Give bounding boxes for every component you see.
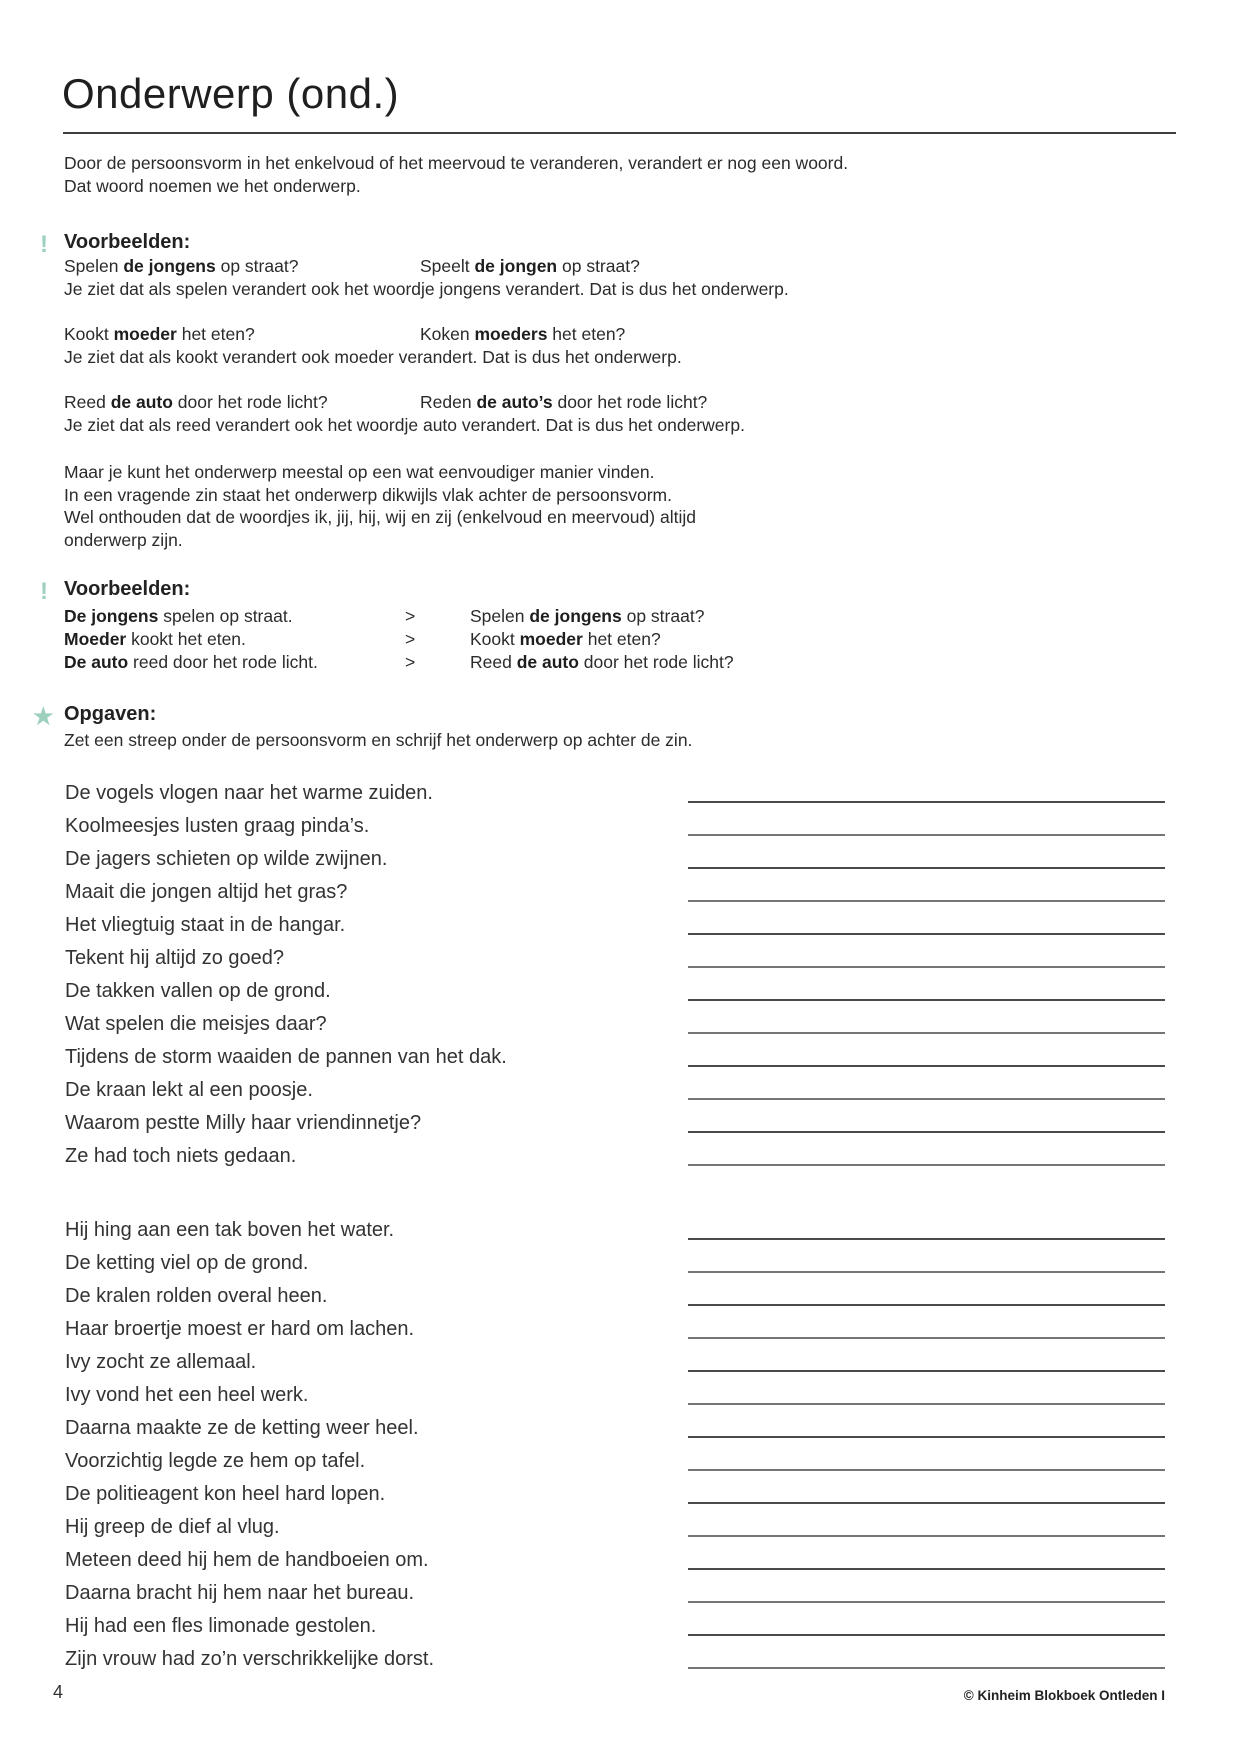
- answer-blank-line[interactable]: [688, 1436, 1165, 1438]
- exercise-row: [0, 1250, 1240, 1283]
- subject-bold: de jongen: [474, 256, 558, 276]
- question: Reed de auto door het rode licht?: [470, 652, 734, 672]
- examples2-rows: [64, 606, 1164, 675]
- exercise-row: [0, 846, 1240, 879]
- example-explanation: Je ziet dat als reed verandert ook het woordje auto verandert. Dat is dus het onderwerp.: [64, 415, 745, 435]
- exercise-sentence: Koolmeesjes lusten graag pinda’s.: [65, 815, 370, 837]
- exercise-sentence: Wat spelen die meisjes daar?: [65, 1013, 327, 1035]
- example-explanation: Je ziet dat als kookt verandert ook moeder verandert. Dat is dus het onderwerp.: [64, 347, 682, 367]
- arrow-glyph: >: [405, 652, 416, 672]
- exercises-heading: Opgaven:: [64, 703, 157, 725]
- exercises-instruction: Zet een streep onder de persoonsvorm en schrijf het onderwerp op achter de zin.: [64, 730, 693, 750]
- method-line: Maar je kunt het onderwerp meestal op een wat eenvoudiger manier vinden.: [64, 462, 655, 482]
- exercise-sentence: Tijdens de storm waaiden de pannen van het dak.: [65, 1046, 507, 1068]
- question: Spelen de jongens op straat?: [470, 606, 705, 626]
- exercise-row: [0, 1077, 1240, 1110]
- exercise-row: [0, 1481, 1240, 1514]
- exercise-sentence: Hij had een fles limonade gestolen.: [65, 1615, 377, 1637]
- answer-blank-line[interactable]: [688, 1370, 1165, 1372]
- intro-line: Door de persoonsvorm in het enkelvoud of het meervoud te veranderen, verandert er nog een woord.: [64, 153, 849, 173]
- answer-blank-line[interactable]: [688, 1098, 1165, 1100]
- exercise-row: [0, 1217, 1240, 1250]
- method-line: In een vragende zin staat het onderwerp dikwijls vlak achter de persoonsvorm.: [64, 484, 672, 505]
- exercise-row: [0, 1143, 1240, 1176]
- examples1-heading: Voorbeelden:: [64, 231, 191, 253]
- example-transform-row: [64, 606, 1164, 629]
- exercise-row: [0, 1110, 1240, 1143]
- example-transform-row: [64, 629, 1164, 652]
- answer-blank-line[interactable]: [688, 1667, 1165, 1669]
- intro-paragraph: [64, 152, 848, 198]
- exercise-row: [0, 1283, 1240, 1316]
- answer-blank-line[interactable]: [688, 1131, 1165, 1133]
- exercise-sentence: Tekent hij altijd zo goed?: [65, 947, 285, 969]
- exercise-sentence: De vogels vlogen naar het warme zuiden.: [65, 782, 433, 804]
- subject-bold: De auto: [64, 652, 129, 672]
- answer-blank-line[interactable]: [688, 1469, 1165, 1471]
- subject-bold: Moeder: [64, 629, 127, 649]
- answer-blank-line[interactable]: [688, 900, 1165, 902]
- arrow-glyph: >: [405, 606, 416, 626]
- answer-blank-line[interactable]: [688, 1568, 1165, 1570]
- exercise-row: [0, 1349, 1240, 1382]
- method-line: Wel onthouden dat de woordjes ik, jij, hij, wij en zij (enkelvoud en meervoud) altijd: [64, 507, 696, 527]
- subject-bold: moeder: [113, 324, 177, 344]
- exclamation-icon: !: [40, 231, 48, 258]
- exercise-sentence: Daarna maakte ze de ketting weer heel.: [65, 1417, 419, 1439]
- examples2-heading: Voorbeelden:: [64, 578, 191, 600]
- exercise-sentence: Het vliegtuig staat in de hangar.: [65, 914, 346, 936]
- arrow-glyph: >: [405, 629, 416, 649]
- example-explanation: Je ziet dat als spelen verandert ook het woordje jongens verandert. Dat is dus het onderwerp.: [64, 279, 789, 299]
- exercise-sentence: Ivy zocht ze allemaal.: [65, 1351, 257, 1373]
- subject-bold: de jongens: [123, 256, 216, 276]
- exercise-row: [0, 1613, 1240, 1646]
- answer-blank-line[interactable]: [688, 1065, 1165, 1067]
- subject-bold: moeders: [474, 324, 548, 344]
- exercise-row: [0, 1415, 1240, 1448]
- exclamation-icon: !: [40, 578, 48, 605]
- exercise-sentence: Maait die jongen altijd het gras?: [65, 881, 348, 903]
- exercise-row: [0, 1448, 1240, 1481]
- answer-blank-line[interactable]: [688, 1238, 1165, 1240]
- exercise-sentence: Ze had toch niets gedaan.: [65, 1145, 297, 1167]
- question-right: Koken moeders het eten?: [420, 324, 626, 344]
- subject-bold: de jongens: [529, 606, 622, 626]
- subject-bold: moeder: [519, 629, 583, 649]
- answer-blank-line[interactable]: [688, 1535, 1165, 1537]
- example-pair: [64, 324, 1164, 368]
- question-left: Reed de auto door het rode licht?: [64, 392, 328, 412]
- exercise-sentence: De ketting viel op de grond.: [65, 1252, 309, 1274]
- exercise-row: [0, 1580, 1240, 1613]
- answer-blank-line[interactable]: [688, 1304, 1165, 1306]
- example-pair: [64, 392, 1164, 436]
- statement: De auto reed door het rode licht.: [64, 652, 318, 672]
- page-number: 4: [53, 1682, 64, 1702]
- exercise-row: [0, 1382, 1240, 1415]
- question-left: Spelen de jongens op straat?: [64, 256, 299, 276]
- exercise-sentence: De politieagent kon heel hard lopen.: [65, 1483, 386, 1505]
- answer-blank-line[interactable]: [688, 1403, 1165, 1405]
- answer-blank-line[interactable]: [688, 1271, 1165, 1273]
- answer-blank-line[interactable]: [688, 999, 1165, 1001]
- statement: De jongens spelen op straat.: [64, 606, 293, 626]
- answer-blank-line[interactable]: [688, 1164, 1165, 1166]
- exercise-row: [0, 1044, 1240, 1077]
- exercise-row: [0, 780, 1240, 813]
- answer-blank-line[interactable]: [688, 867, 1165, 869]
- answer-blank-line[interactable]: [688, 966, 1165, 968]
- question-left: Kookt moeder het eten?: [64, 324, 255, 344]
- exercise-row: [0, 813, 1240, 846]
- exercise-row: [0, 1316, 1240, 1349]
- exercise-sentence: De kralen rolden overal heen.: [65, 1285, 328, 1307]
- exercise-sentence: Hij hing aan een tak boven het water.: [65, 1219, 395, 1241]
- subject-bold: de auto: [110, 392, 173, 412]
- question-right: Reden de auto’s door het rode licht?: [420, 392, 708, 412]
- example-question-pair: [64, 256, 1164, 279]
- exercise-row: [0, 1646, 1240, 1679]
- copyright-notice: © Kinheim Blokboek Ontleden I: [963, 1688, 1165, 1703]
- page-title: Onderwerp (ond.): [62, 70, 400, 117]
- question: Kookt moeder het eten?: [470, 629, 661, 649]
- exercise-sentence: Voorzichtig legde ze hem op tafel.: [65, 1450, 366, 1472]
- answer-blank-line[interactable]: [688, 1502, 1165, 1504]
- exercise-row: [0, 912, 1240, 945]
- exercise-row: [0, 1514, 1240, 1547]
- exercise-row: [0, 879, 1240, 912]
- exercise-row: [0, 978, 1240, 1011]
- answer-blank-line[interactable]: [688, 1601, 1165, 1603]
- exercise-row: [0, 1547, 1240, 1580]
- exercise-sentence: Zijn vrouw had zo’n verschrikkelijke dorst.: [65, 1648, 435, 1670]
- subject-bold: De jongens: [64, 606, 159, 626]
- example-pair: [64, 256, 1164, 300]
- exercise-sentence: Meteen deed hij hem de handboeien om.: [65, 1549, 429, 1571]
- method-line: onderwerp zijn.: [64, 529, 183, 550]
- exercise-block-1: [0, 780, 1240, 1176]
- statement: Moeder kookt het eten.: [64, 629, 246, 649]
- exercise-sentence: Daarna bracht hij hem naar het bureau.: [65, 1582, 415, 1604]
- subject-bold: de auto: [516, 652, 579, 672]
- exercise-sentence: Hij greep de dief al vlug.: [65, 1516, 280, 1538]
- exercise-sentence: Haar broertje moest er hard om lachen.: [65, 1318, 415, 1340]
- star-icon: ★: [33, 703, 54, 729]
- subject-bold: de auto’s: [476, 392, 553, 412]
- title-divider: [63, 132, 1176, 134]
- question-right: Speelt de jongen op straat?: [420, 256, 640, 276]
- example-question-pair: [64, 392, 1164, 415]
- answer-blank-line[interactable]: [688, 1337, 1165, 1339]
- exercise-sentence: Ivy vond het een heel werk.: [65, 1384, 309, 1406]
- exercise-block-2: [0, 1217, 1240, 1679]
- exercise-row: [0, 945, 1240, 978]
- answer-blank-line[interactable]: [688, 933, 1165, 935]
- intro-line: Dat woord noemen we het onderwerp.: [64, 176, 361, 196]
- example-transform-row: [64, 652, 1164, 675]
- example-question-pair: [64, 324, 1164, 347]
- exercise-sentence: De kraan lekt al een poosje.: [65, 1079, 313, 1101]
- method-paragraph: [64, 461, 696, 551]
- answer-blank-line[interactable]: [688, 834, 1165, 836]
- answer-blank-line[interactable]: [688, 801, 1165, 803]
- exercise-sentence: De jagers schieten op wilde zwijnen.: [65, 848, 388, 870]
- answer-blank-line[interactable]: [688, 1032, 1165, 1034]
- exercise-row: [0, 1011, 1240, 1044]
- exercise-sentence: De takken vallen op de grond.: [65, 980, 331, 1002]
- answer-blank-line[interactable]: [688, 1634, 1165, 1636]
- exercise-sentence: Waarom pestte Milly haar vriendinnetje?: [65, 1112, 422, 1134]
